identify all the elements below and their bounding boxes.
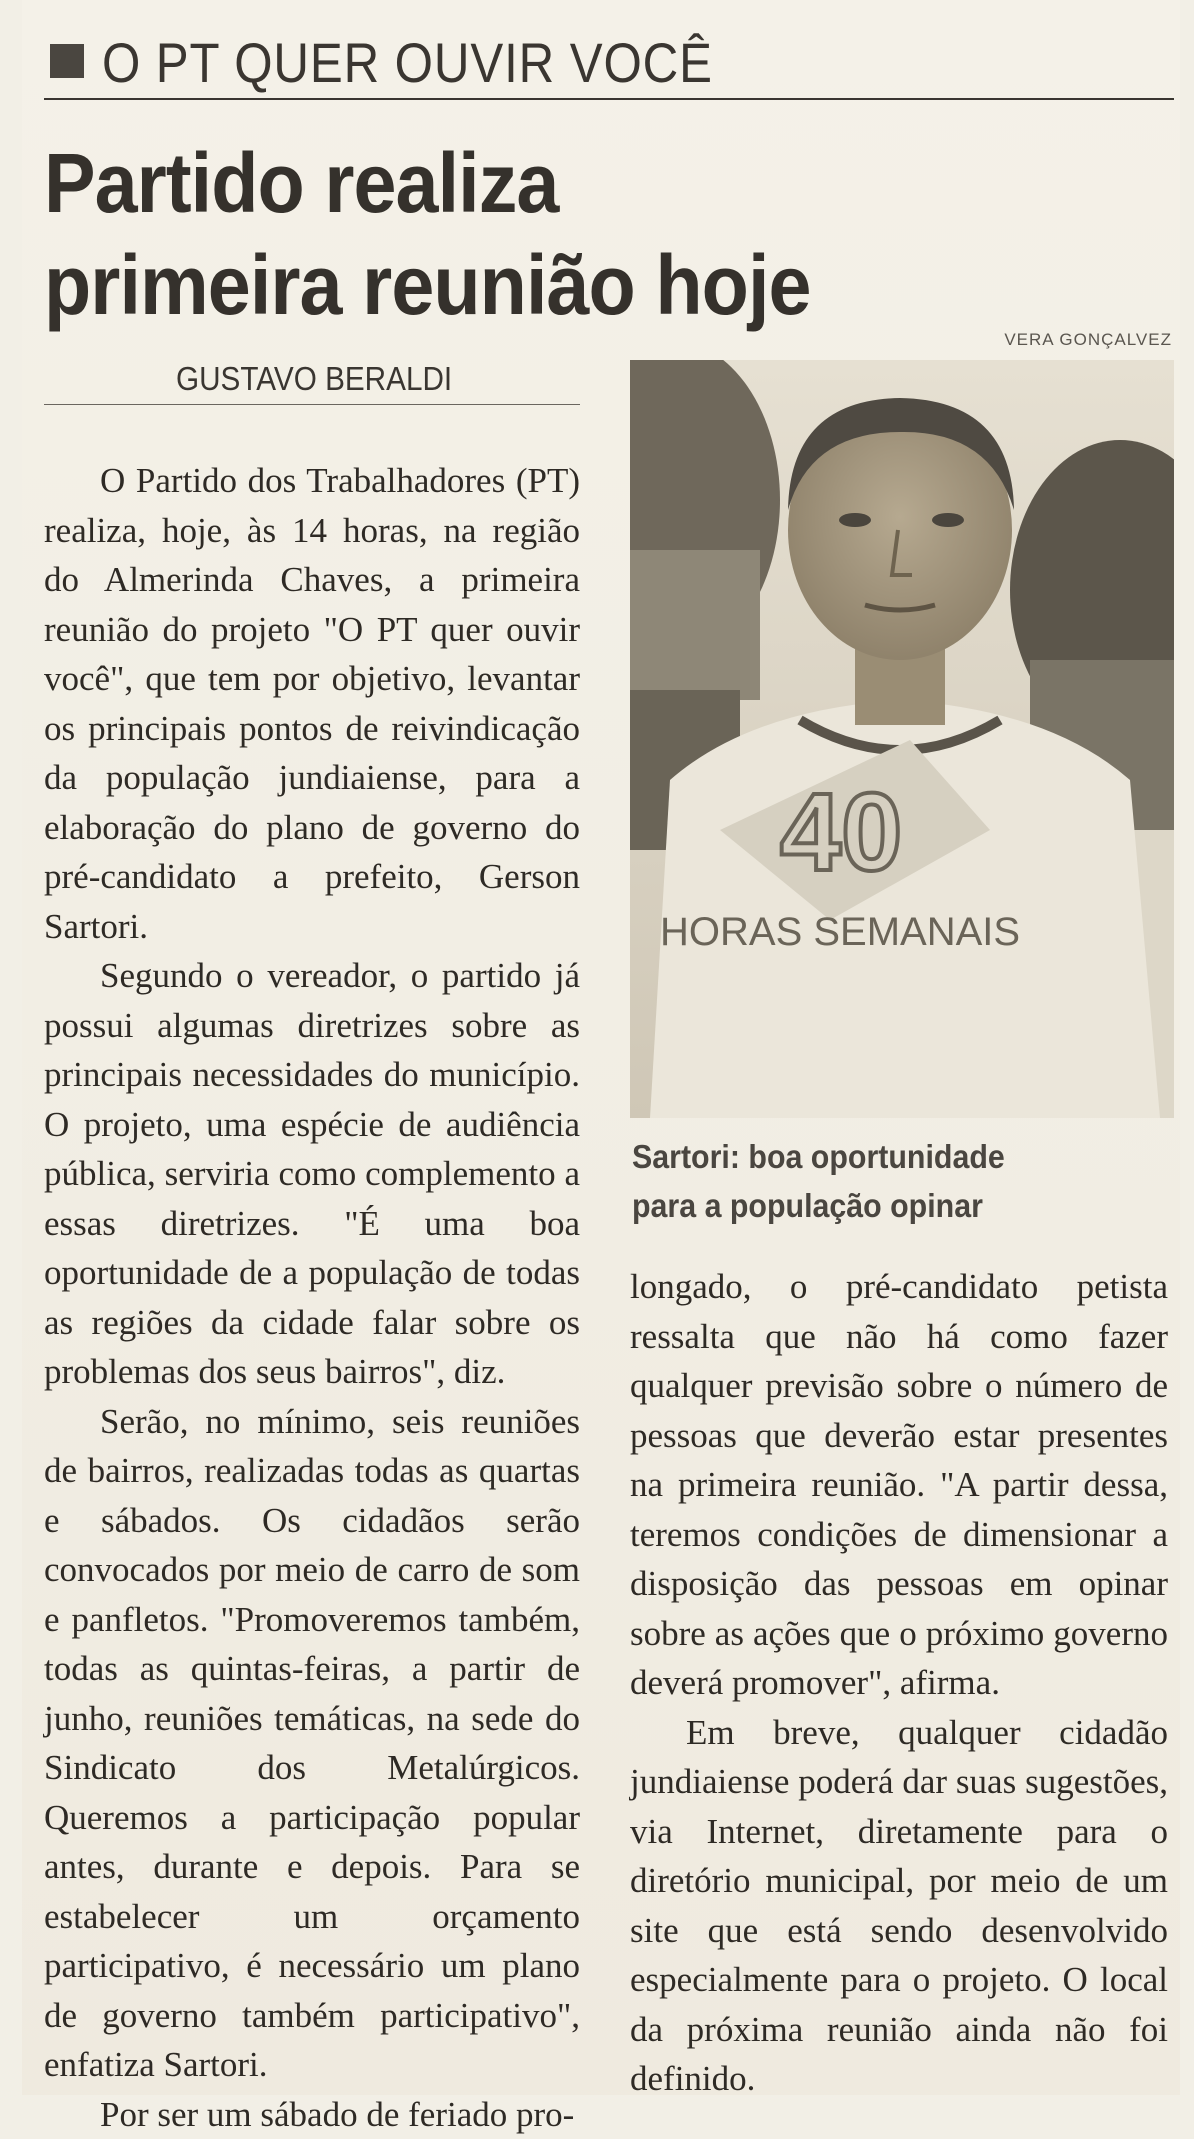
paragraph-1: O Partido dos Trabalhadores (PT) realiza, hoje, às 14 horas, na região do Almerinda Chaves, a primeira reunião do projeto "O PT quer ouvir você", que tem por objetivo, levantar os principais pontos de reivindicação da população jundiaiense, para a elaboração do plano de governo do pré-candidato a prefeito, Gerson Sartori.: [44, 456, 580, 951]
paragraph-3: Serão, no mínimo, seis reuniões de bairros, realizadas todas as quartas e sábados. Os cidadãos serão convocados por meio de carro de som e panfletos. "Promoveremos também, todas as quintas-feiras, a partir de junho, reuniões temáticas, na sede do Sindicato dos Metalúrgicos. Queremos a participação popular antes, durante e depois. Para se estabelecer um orçamento participativo, é necessário um plano de governo também participativo", enfatiza Sartori.: [44, 1397, 580, 2090]
caption-line-2: para a população opinar: [632, 1181, 1129, 1230]
caption-line-1: Sartori: boa oportunidade: [632, 1132, 1129, 1181]
paragraph-5: longado, o pré-candidato petista ressalta que não há como fazer qualquer previsão sobre o número de pessoas que deverão estar presentes na primeira reunião. "A partir dessa, teremos condições de dimensionar a disposição das pessoas em opinar sobre as ações que o próximo governo deverá promover", afirma.: [630, 1262, 1168, 1708]
section-header: [44, 22, 1174, 100]
section-label: O PT QUER OUVIR VOCÊ: [102, 30, 713, 95]
article-body-left-column: [44, 456, 580, 2139]
photo-gerson-sartori: [630, 360, 1174, 1118]
paragraph-4: Por ser um sábado de feriado pro-: [44, 2090, 580, 2139]
photo-credit: VERA GONÇALVEZ: [1004, 330, 1172, 350]
article-body-right-column: [630, 1262, 1168, 2104]
headline-line-1: Partido realiza: [44, 132, 854, 234]
photo-caption: [632, 1132, 1129, 1230]
paragraph-6: Em breve, qualquer cidadão jundiaiense poderá dar suas sugestões, via Internet, diretamente para o diretório municipal, por meio de um site que está sendo desenvolvido especialmente para o projeto. O local da próxima reunião ainda não foi definido.: [630, 1708, 1168, 2104]
byline-author: GUSTAVO BERALDI: [176, 360, 452, 398]
shirt-number: 40: [780, 771, 902, 894]
paragraph-2: Segundo o vereador, o partido já possui algumas diretrizes sobre as principais necessidades do município. O projeto, uma espécie de audiência pública, serviria como complemento a essas diretrizes. "É uma boa oportunidade de a população de todas as regiões da cidade falar sobre os problemas dos seus bairros", diz.: [44, 951, 580, 1397]
headline-line-2: primeira reunião hoje: [44, 234, 854, 336]
shirt-text: HORAS SEMANAIS: [660, 910, 1020, 954]
byline: [44, 360, 580, 405]
portrait-image: [630, 360, 1174, 1118]
headline: [44, 132, 854, 336]
section-bullet-icon: [50, 44, 84, 78]
